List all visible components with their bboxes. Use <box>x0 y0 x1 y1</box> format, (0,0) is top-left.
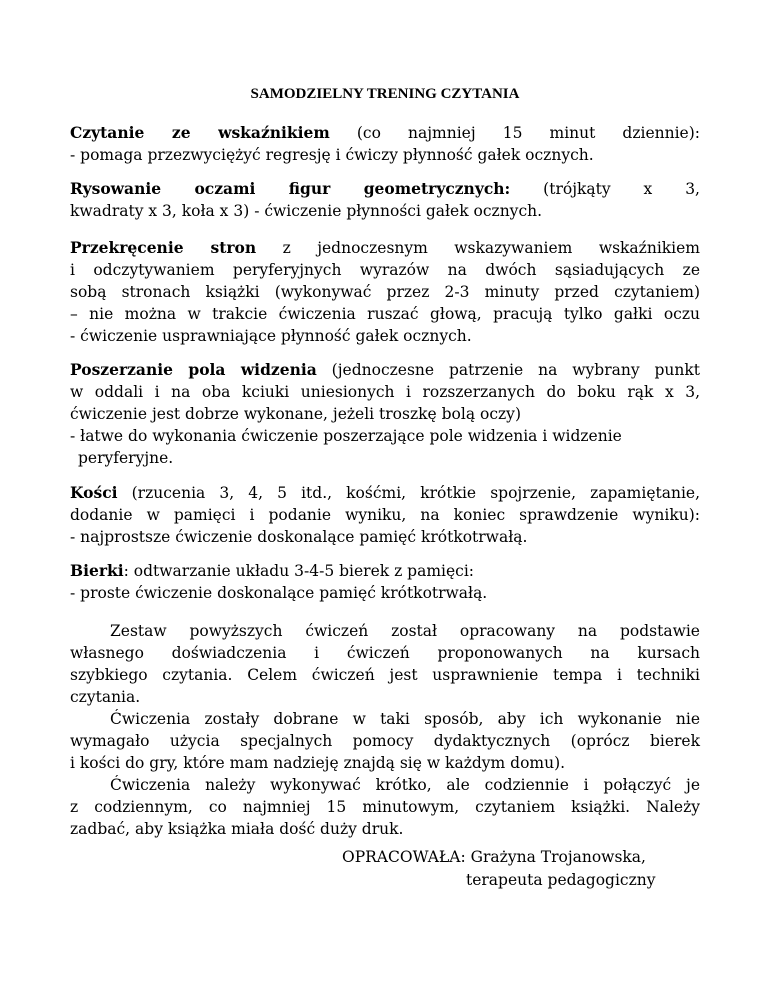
section-line: Poszerzanie pola widzenia (jednoczesne patrzenie na wybrany punkt <box>70 360 700 379</box>
section-line: Przekręcenie stron z jednoczesnym wskazywaniem wskaźnikiem <box>70 238 700 257</box>
closing-line: czytania. <box>70 688 141 706</box>
term-heading: Poszerzanie pola widzenia <box>70 360 317 379</box>
closing-line: szybkiego czytania. Celem ćwiczeń jest usprawnienie tempa i techniki <box>70 666 700 684</box>
closing-line: Ćwiczenia zostały dobrane w taki sposób, aby ich wykonanie nie <box>110 710 700 728</box>
section-line: - łatwe do wykonania ćwiczenie poszerzające pole widzenia i widzenie <box>70 427 622 445</box>
term-heading: Bierki <box>70 561 124 580</box>
closing-line: i kości do gry, które mam nadzieję znajdą się w każdym domu). <box>70 754 566 772</box>
term-heading: Przekręcenie stron <box>70 238 257 257</box>
closing-line: zadbać, aby książka miała dość duży druk. <box>70 820 404 838</box>
section-line: Bierki: odtwarzanie układu 3-4-5 bierek z pamięci: <box>70 561 475 580</box>
section-line: - pomaga przezwyciężyć regresję i ćwiczy płynność gałek ocznych. <box>70 146 594 164</box>
document-title: SAMODZIELNY TRENING CZYTANIA <box>250 86 520 102</box>
section-line: Kości (rzucenia 3, 4, 5 itd., kośćmi, krótkie spojrzenie, zapamiętanie, <box>70 483 700 502</box>
section-line: ćwiczenie jest dobrze wykonane, jeżeli troszkę bolą oczy) <box>70 405 521 423</box>
closing-line: wymagało użycia specjalnych pomocy dydaktycznych (oprócz bierek <box>70 732 700 750</box>
section-line: sobą stronach książki (wykonywać przez 2-3 minuty przed czytaniem) <box>70 283 700 301</box>
signature-author: OPRACOWAŁA: Grażyna Trojanowska, <box>342 848 646 866</box>
section-line: Czytanie ze wskaźnikiem (co najmniej 15 minut dziennie): <box>70 123 701 142</box>
section-line: - proste ćwiczenie doskonalące pamięć krótkotrwałą. <box>70 584 488 602</box>
section-line: - najprostsze ćwiczenie doskonalące pamięć krótkotrwałą. <box>70 528 528 546</box>
closing-line: z codziennym, co najmniej 15 minutowym, czytaniem książki. Należy <box>70 798 700 816</box>
term-heading: Kości <box>70 483 118 502</box>
section-line: w oddali i na oba kciuki uniesionych i rozszerzanych do boku rąk x 3, <box>70 383 700 401</box>
section-line: i odczytywaniem peryferyjnych wyrazów na dwóch sąsiadujących ze <box>70 261 700 279</box>
section-line: Rysowanie oczami figur geometrycznych: (trójkąty x 3, <box>70 179 700 198</box>
closing-line: Zestaw powyższych ćwiczeń został opracowany na podstawie <box>110 622 700 640</box>
term-heading: Rysowanie oczami figur geometrycznych: <box>70 179 511 198</box>
section-line: – nie można w trakcie ćwiczenia ruszać głową, pracują tylko gałki oczu <box>70 305 700 323</box>
section-line: dodanie w pamięci i podanie wyniku, na koniec sprawdzenie wyniku): <box>70 506 700 524</box>
signature-role: terapeuta pedagogiczny <box>466 871 656 889</box>
term-heading: Czytanie ze wskaźnikiem <box>70 123 330 142</box>
section-line: kwadraty x 3, koła x 3) - ćwiczenie płynności gałek ocznych. <box>70 202 543 220</box>
section-line: peryferyjne. <box>78 449 174 467</box>
closing-line: Ćwiczenia należy wykonywać krótko, ale codziennie i połączyć je <box>110 776 700 794</box>
closing-line: własnego doświadczenia i ćwiczeń proponowanych na kursach <box>70 644 700 662</box>
section-line: - ćwiczenie usprawniające płynność gałek ocznych. <box>70 327 472 345</box>
